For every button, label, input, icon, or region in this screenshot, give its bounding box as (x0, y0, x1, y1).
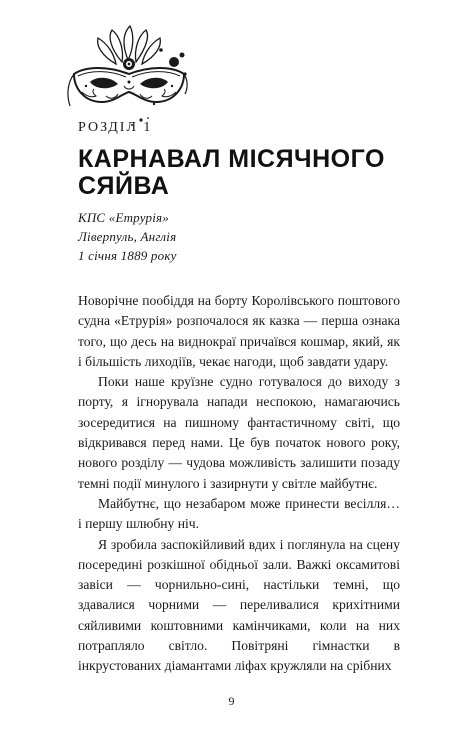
page-number: 9 (228, 694, 235, 708)
location-block (78, 208, 177, 265)
chapter-title-line: КАРНАВАЛ МІСЯЧНОГО (78, 145, 385, 173)
location-ship: КПС «Етрурія» (78, 210, 169, 225)
chapter-title-line: СЯЙВА (78, 172, 170, 200)
paragraph: Поки наше круїзне судно готувалося до виходу з порту, я ігнорувала напади неспокою, намагаючись зосередитися на пишному фантастичному світі, що відкривався перед нами. Це був початок нового року, нового розділу — чудова можливість залишити позаду темні події минулого і зазирнути у світле майбутнє. (78, 374, 400, 491)
paragraph: Я зробила заспокійливий вдих і поглянула на сцену посередині розкішної обідньої зали. Важкі оксамитові завіси — чорнильно-сині, настільки темні, що здавалися чорними — переливалися крихітними сяйливими коштовними камінчиками, коли на них потрапляло світло. Повітряні гімнастки в інкрустованих діамантами ліфах кружляли на срібних (78, 536, 400, 674)
paragraph: Новорічне пообіддя на борту Королівського поштового судна «Етрурія» розпочалося як казка — перша ознака того, що десь на виднокраї причаївся кошмар, який, як і більшість лиходіїв, чекає нагоди, щоб завдати удару. (78, 293, 400, 369)
location-date: 1 січня 1889 року (78, 248, 177, 263)
chapter-title (78, 146, 398, 200)
paragraph: Майбутнє, що незабаром може принести весілля… і першу шлюбну ніч. (78, 495, 400, 532)
location-city: Ліверпуль, Англія (78, 229, 177, 244)
chapter-label: РОЗДІЛ 1 (78, 120, 153, 135)
body-text (78, 291, 400, 677)
masquerade-mask-icon (66, 22, 191, 127)
